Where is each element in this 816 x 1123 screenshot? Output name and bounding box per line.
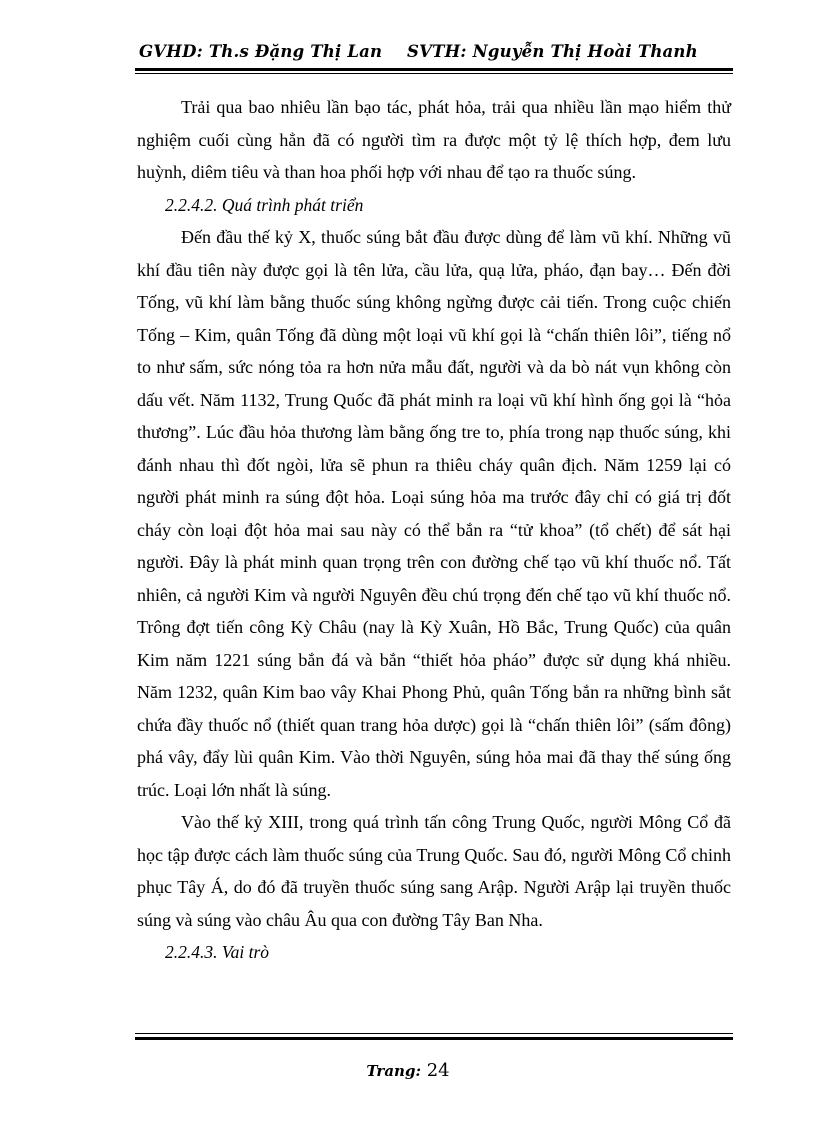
paragraph-1: Trải qua bao nhiêu lần bạo tác, phát hỏa, trải qua nhiều lần mạo hiểm thử nghiệm cuối cùng hẳn đã có người tìm ra được một tỷ lệ thích hợp, đem lưu huỳnh, diêm tiêu và than hoa phối hợp với nhau để tạo ra thuốc súng.	[137, 97, 731, 182]
footer-rule-thick	[135, 1037, 733, 1040]
footer-page-label: Trang:	[366, 1062, 421, 1080]
header-rule-thick	[135, 68, 733, 71]
page-body	[137, 91, 731, 969]
section-heading-2-2-4-3: 2.2.4.3. Vai trò	[165, 942, 270, 962]
page-footer	[0, 1060, 816, 1081]
header-rule-thin	[135, 73, 733, 74]
header-supervisor: GVHD: Th.s Đặng Thị Lan	[139, 42, 383, 61]
paragraph-2: Đến đầu thế kỷ X, thuốc súng bắt đầu được dùng để làm vũ khí. Những vũ khí đầu tiên này được gọi là tên lửa, cầu lửa, quạ lửa, pháo, đạn bay… Đến đời Tống, vũ khí làm bằng thuốc súng không ngừng được cải tiến. Trong cuộc chiến Tống – Kim, quân Tống đã dùng một loại vũ khí gọi là “chấn thiên lôi”, tiếng nổ to như sấm, sức nóng tỏa ra hơn nửa mẫu đất, người và da bò nát vụn không còn dấu vết. Năm 1132, Trung Quốc đã phát minh ra loại vũ khí hình ống gọi là “hỏa thương”. Lúc đầu hỏa thương làm bằng ống tre to, phía trong nạp thuốc súng, khi đánh nhau thì đốt ngòi, lửa sẽ phun ra thiêu cháy quân địch. Năm 1259 lại có người phát minh ra súng đột hỏa. Loại súng hỏa ma trước đây chỉ có giá trị đốt cháy còn loại đột hỏa mai sau này có thể bắn ra “tử khoa” (tổ chết) để sát hại người. Đây là phát minh quan trọng trên con đường chế tạo vũ khí thuốc nổ. Tất nhiên, cả người Kim và người Nguyên đều chú trọng đến chế tạo vũ khí thuốc nổ. Trông đợt tiến công Kỳ Châu (nay là Kỳ Xuân, Hồ Bắc, Trung Quốc) của quân Kim năm 1221 súng bắn đá và bắn “thiết hỏa pháo” được sử dụng khá nhiều. Năm 1232, quân Kim bao vây Khai Phong Phủ, quân Tống bắn ra những bình sắt chứa đầy thuốc nổ (thiết quan trang hỏa dược) gọi là “chấn thiên lôi” (sấm đông) phá vây, đẩy lùi quân Kim. Vào thời Nguyên, súng hỏa mai đã thay thế súng ống trúc. Loại lớn nhất là súng.	[137, 227, 731, 800]
paragraph-3: Vào thế kỷ XIII, trong quá trình tấn công Trung Quốc, người Mông Cổ đã học tập được cách làm thuốc súng của Trung Quốc. Sau đó, người Mông Cổ chinh phục Tây Á, do đó đã truyền thuốc súng sang Arập. Người Arập lại truyền thuốc súng và súng vào châu Âu qua con đường Tây Ban Nha.	[137, 812, 731, 930]
section-heading-2-2-4-2: 2.2.4.2. Quá trình phát triển	[165, 194, 364, 215]
header-student: SVTH: Nguyễn Thị Hoài Thanh	[407, 42, 698, 61]
footer-page-number: 24	[426, 1060, 450, 1081]
page-header	[135, 36, 733, 68]
footer-rule-thin	[135, 1033, 733, 1034]
